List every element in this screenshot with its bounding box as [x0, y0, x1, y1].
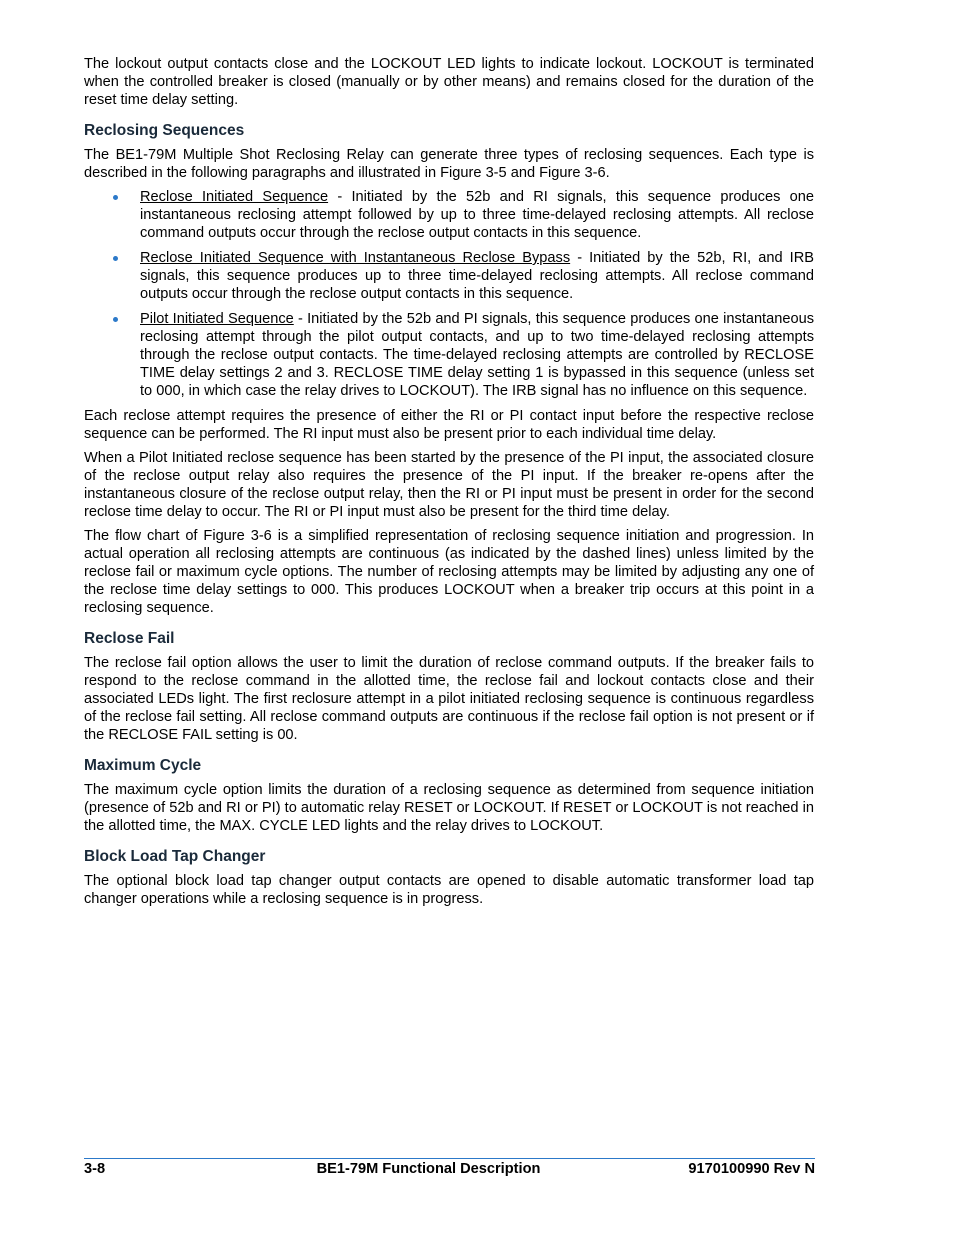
- sequence-list: [84, 188, 814, 400]
- list-item: [84, 310, 814, 400]
- sequence-text: - Initiated by the 52b and PI signals, this sequence produces one instantaneous reclosing attempt through the pilot output contacts, and up to two time-delayed reclosing attempts through the reclose output contacts. The time-delayed reclosing attempts are controlled by RECLOSE TIME delay settings 2 and 3. RECLOSE TIME delay setting 1 is bypassed in this sequence (unless set to 000, in which case the relay drives to LOCKOUT). The IRB signal has no influence on this sequence.: [140, 311, 814, 399]
- sequence-text: - Initiated by the 52b, RI, and IRB signals, this sequence produces up to three time-delayed reclosing attempts. All reclose command outputs occur through the reclose output contacts in this sequence.: [140, 250, 814, 302]
- page-footer: [84, 1158, 815, 1178]
- reclosing-paragraph-1: The BE1-79M Multiple Shot Reclosing Relay can generate three types of reclosing sequences. Each type is described in the following paragraphs and illustrated in Figure 3-5 and Figure 3-6.: [84, 147, 814, 181]
- sequence-term: Reclose Initiated Sequence: [140, 189, 329, 205]
- heading-reclosing-sequences: Reclosing Sequences: [84, 122, 245, 139]
- maximum-cycle-paragraph: The maximum cycle option limits the duration of a reclosing sequence as determined from sequence initiation (presence of 52b and RI or PI) to automatic relay RESET or LOCKOUT. If RESET or LOCKOUT is not reached in the allotted time, the MAX. CYCLE LED lights and the relay drives to LOCKOUT.: [84, 782, 814, 834]
- heading-maximum-cycle: Maximum Cycle: [84, 757, 202, 774]
- list-item: [84, 249, 814, 303]
- page-content: [84, 55, 814, 914]
- document-title: BE1-79M Functional Description: [316, 1161, 541, 1177]
- reclosing-paragraph-4: The flow chart of Figure 3-6 is a simplified representation of reclosing sequence initiation and progression. In actual operation all reclosing attempts are continuous (as indicated by the dashed lines) unless limited by the reclose fail or maximum cycle options. The number of reclosing attempts may be limited by adjusting any one of the reclose time delay settings to 000. This produces LOCKOUT when a breaker trip occurs at this point in a reclosing sequence.: [84, 528, 814, 616]
- bullet-icon: [113, 317, 118, 322]
- reclosing-paragraph-3: When a Pilot Initiated reclose sequence has been started by the presence of the PI input, the associated closure of the reclose output relay also requires the presence of the PI input. If the breaker re-opens after the instantaneous closure of the reclose output relay, then the RI or PI input must be present in order for the second reclose time delay to occur. The RI or PI input must also be present for the third time delay.: [84, 450, 814, 520]
- list-item: [84, 188, 814, 242]
- bullet-icon: [113, 195, 118, 200]
- sequence-text: - Initiated by the 52b and RI signals, this sequence produces one instantaneous reclosing attempt followed by up to three time-delayed reclosing attempts. All reclose command outputs occur through the reclose output contacts in this sequence.: [140, 189, 814, 241]
- bullet-icon: [113, 256, 118, 261]
- tap-changer-paragraph: The optional block load tap changer output contacts are opened to disable automatic transformer load tap changer operations while a reclosing sequence is in progress.: [84, 873, 814, 907]
- sequence-term: Reclose Initiated Sequence with Instantaneous Reclose Bypass: [140, 250, 571, 266]
- reclosing-paragraph-2: Each reclose attempt requires the presence of either the RI or PI contact input before the respective reclose sequence can be performed. The RI input must also be present prior to each individual time delay.: [84, 408, 814, 442]
- intro-paragraph: The lockout output contacts close and the LOCKOUT LED lights to indicate lockout. LOCKOUT is terminated when the controlled breaker is closed (manually or by other means) and remains closed for the duration of the reset time delay setting.: [84, 56, 814, 108]
- page-number: 3-8: [84, 1161, 106, 1177]
- sequence-term: Pilot Initiated Sequence: [140, 311, 294, 327]
- document-number: 9170100990 Rev N: [688, 1161, 815, 1177]
- heading-block-load-tap-changer: Block Load Tap Changer: [84, 848, 266, 865]
- reclose-fail-paragraph: The reclose fail option allows the user to limit the duration of reclose command outputs. If the breaker fails to respond to the reclose command in the allotted time, the reclose fail and lockout contacts close and their associated LEDs light. The first reclosure attempt in a pilot initiated reclosing sequence is continuous regardless of the reclose fail setting. All reclose command outputs are continuous if the reclose fail option is not present or if the RECLOSE FAIL setting is 00.: [84, 655, 814, 743]
- heading-reclose-fail: Reclose Fail: [84, 630, 175, 647]
